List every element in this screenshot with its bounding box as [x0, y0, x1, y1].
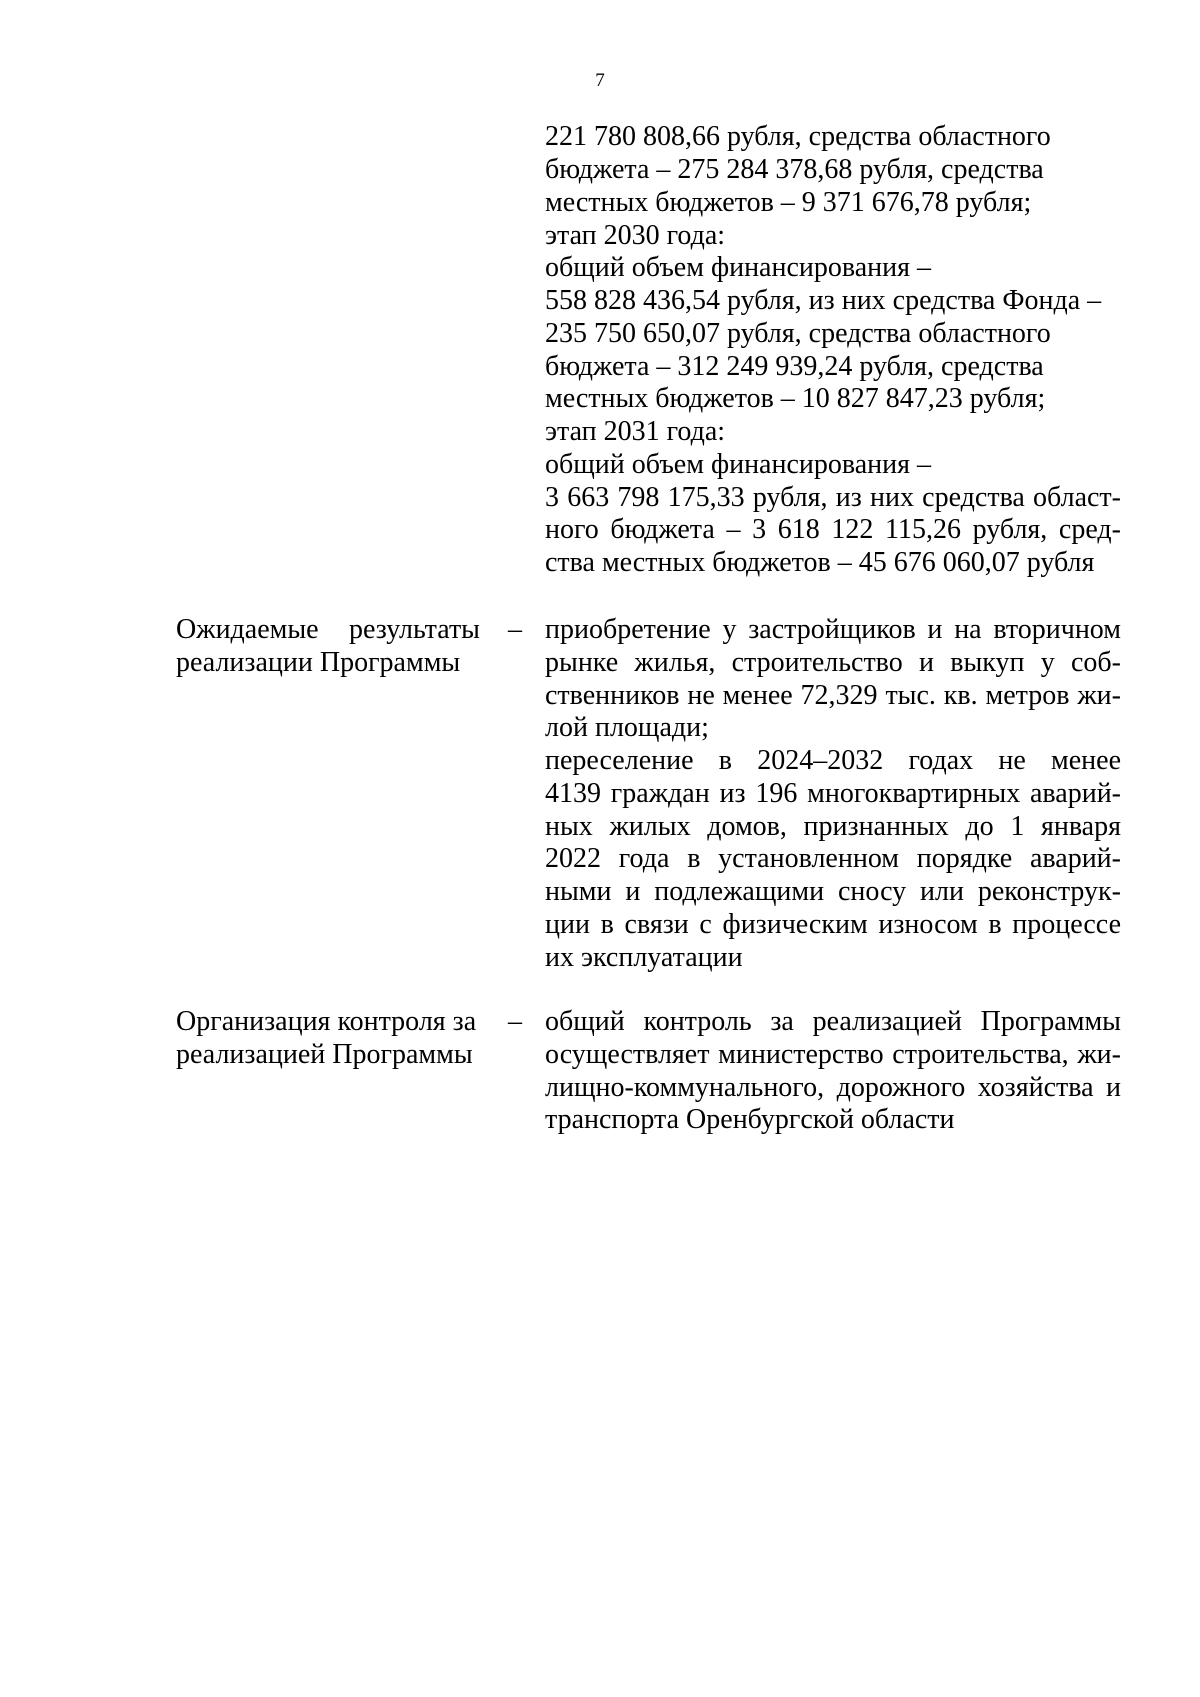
results-value-line: ных жилых домов, признанных до 1 января	[545, 811, 1121, 842]
results-value-line: переселение в 2024–2032 годах не менее	[545, 745, 1121, 776]
results-label-line: реализации Программы	[176, 647, 461, 678]
results-value-line: приобретение у застройщиков и на вторичном	[545, 614, 1121, 645]
control-label-line: Организация контроля за	[176, 1006, 477, 1037]
funding-line: бюджета – 312 249 939,24 рубля, средства	[545, 351, 1044, 382]
funding-line: общий объем финансирования –	[545, 449, 932, 480]
results-value-line: их эксплуатации	[545, 942, 743, 973]
control-value-line: осуществляет министерство строительства, жи-	[545, 1039, 1121, 1070]
funding-line: 221 780 808,66 рубля, средства областного	[545, 121, 1051, 152]
results-value-line: ными и подлежащими сносу или реконструк-	[545, 876, 1121, 907]
funding-line: этап 2031 года:	[545, 416, 726, 447]
funding-line: 3 663 798 175,33 рубля, из них средства област-	[545, 482, 1121, 513]
results-value-line: 2022 года в установленном порядке аварий-	[545, 843, 1121, 874]
funding-line: 558 828 436,54 рубля, из них средства Фонда –	[545, 285, 1102, 316]
control-value-line: общий контроль за реализацией Программы	[545, 1006, 1121, 1037]
results-value-line: лой площади;	[545, 712, 709, 743]
results-value-line: ственников не менее 72,329 тыс. кв. метров жи-	[545, 680, 1121, 711]
results-value-line: 4139 граждан из 196 многоквартирных аварий-	[545, 778, 1121, 809]
funding-line: общий объем финансирования –	[545, 252, 932, 283]
results-label-line: Ожидаемые результаты	[176, 614, 480, 645]
funding-line: бюджета – 275 284 378,68 рубля, средства	[545, 154, 1044, 185]
control-dash: –	[508, 1006, 522, 1037]
funding-line: 235 750 650,07 рубля, средства областного	[545, 318, 1051, 349]
control-value-line: лищно-коммунального, дорожного хозяйства и	[545, 1072, 1121, 1103]
funding-line: местных бюджетов – 10 827 847,23 рубля;	[545, 383, 1046, 414]
funding-line: ного бюджета – 3 618 122 115,26 рубля, сред-	[545, 514, 1121, 545]
results-value-line: рынке жилья, строительство и выкуп у соб-	[545, 647, 1121, 678]
results-dash: –	[508, 614, 522, 645]
page-number: 7	[595, 70, 605, 91]
control-value-line: транспорта Оренбургской области	[545, 1104, 955, 1135]
funding-line: местных бюджетов – 9 371 676,78 рубля;	[545, 187, 1032, 218]
control-label-line: реализацией Программы	[176, 1039, 473, 1070]
funding-line: этап 2030 года:	[545, 220, 726, 251]
funding-line: ства местных бюджетов – 45 676 060,07 рубля	[545, 547, 1095, 578]
results-value-line: ции в связи с физическим износом в процессе	[545, 909, 1121, 940]
